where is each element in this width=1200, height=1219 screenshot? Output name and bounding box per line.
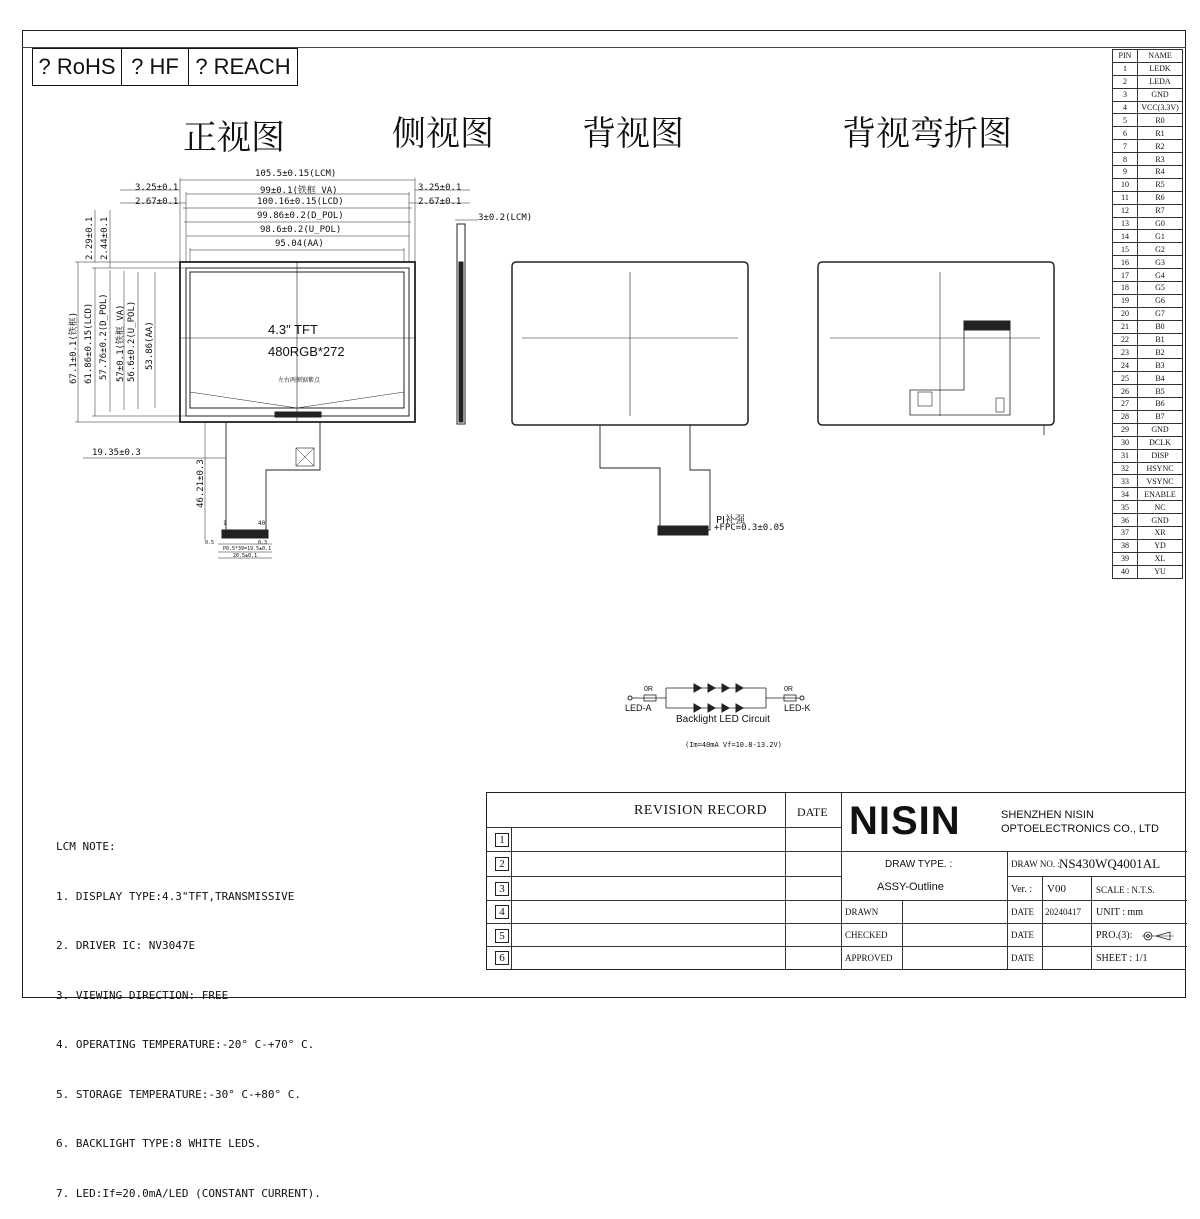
pin-row [1113, 114, 1183, 127]
pin-number: 30 [1113, 436, 1138, 449]
pin-name: B4 [1138, 372, 1183, 385]
pin-header: PIN [1113, 50, 1138, 63]
pin-row [1113, 269, 1183, 282]
title-block [486, 792, 1186, 970]
pin-name: LEDK [1138, 62, 1183, 75]
dim-lcm-width: 105.5±0.15(LCM) [255, 169, 337, 179]
pin-name: G5 [1138, 282, 1183, 295]
circuit-title: Backlight LED Circuit [676, 714, 770, 725]
rev-mark-1: 1 [495, 833, 509, 847]
date-header: DATE [797, 805, 828, 819]
dim-left-267: 2.67±0.1 [135, 197, 179, 207]
pin-row [1113, 101, 1183, 114]
cert-rohs: ? RoHS [32, 48, 122, 86]
fpc-dim-03: 0.3 [258, 540, 268, 546]
pin-row [1113, 346, 1183, 359]
pin-name: GND [1138, 88, 1183, 101]
pin-name: G3 [1138, 256, 1183, 269]
dim-top-229: 2.29±0.1 [85, 216, 95, 260]
pin-number: 8 [1113, 153, 1138, 166]
pin-row [1113, 204, 1183, 217]
checked-label: CHECKED [845, 930, 888, 940]
pin-row [1113, 320, 1183, 333]
pin-name: VCC(3.3V) [1138, 101, 1183, 114]
pin-number: 7 [1113, 140, 1138, 153]
pin-number: 26 [1113, 385, 1138, 398]
pin-number: 27 [1113, 398, 1138, 411]
side-view-title: 侧视图 [392, 114, 494, 154]
pin-name: GND [1138, 423, 1183, 436]
pin-row [1113, 282, 1183, 295]
company-logo: NISIN [849, 799, 961, 843]
pin-row [1113, 75, 1183, 88]
pin-number: 39 [1113, 552, 1138, 565]
lcm-notes [56, 806, 321, 1219]
rev-mark-2: 2 [495, 857, 509, 871]
pin-name: B1 [1138, 333, 1183, 346]
lcm-outline [180, 262, 415, 422]
pin-row [1113, 385, 1183, 398]
note-item: 4. OPERATING TEMPERATURE:-20° C-+70° C. [56, 1038, 315, 1051]
date-value-1: 20240417 [1045, 907, 1081, 917]
dim-thickness: 3±0.2(LCM) [478, 213, 533, 223]
circuit-spec: (Im=40mA Vf=10.8-13.2V) [685, 741, 782, 749]
pin-number: 16 [1113, 256, 1138, 269]
front-view-title: 正视图 [183, 118, 285, 158]
pin-table [1112, 49, 1183, 579]
pin-row [1113, 127, 1183, 140]
sheet-label: SHEET : 1/1 [1096, 953, 1148, 964]
pin-row [1113, 359, 1183, 372]
draw-type-value: ASSY-Outline [877, 881, 944, 893]
dim-h-aa: 53.86(AA) [145, 321, 155, 370]
dim-left-325: 3.25±0.1 [135, 183, 179, 193]
pin-number: 38 [1113, 539, 1138, 552]
draw-no-label: DRAW NO. : [1011, 859, 1060, 869]
pin-name: G6 [1138, 294, 1183, 307]
dim-right-267: 2.67±0.1 [418, 197, 462, 207]
pin-number: 10 [1113, 178, 1138, 191]
pin-row [1113, 294, 1183, 307]
pin-row [1113, 307, 1183, 320]
pin-number: 14 [1113, 230, 1138, 243]
screen-note: 左右两侧锯紫点 [278, 377, 321, 384]
pin-number: 29 [1113, 423, 1138, 436]
led-a-label: LED-A [625, 703, 652, 713]
fpc-thickness-label: +FPC=0.3±0.05 [714, 523, 785, 533]
pin-name: G2 [1138, 243, 1183, 256]
pin-number: 22 [1113, 333, 1138, 346]
pin-row [1113, 449, 1183, 462]
dim-h-dpol: 57.76±0.2(D_POL) [99, 293, 109, 380]
dim-top-244: 2.44±0.1 [100, 216, 110, 260]
pin-name: B0 [1138, 320, 1183, 333]
pin-name: G1 [1138, 230, 1183, 243]
pin-number: 6 [1113, 127, 1138, 140]
unit-label: UNIT : mm [1096, 907, 1144, 918]
pin-row [1113, 166, 1183, 179]
pin-name: G7 [1138, 307, 1183, 320]
resistor-2-label: 0R [784, 686, 793, 693]
pin-row [1113, 398, 1183, 411]
company-name-2: OPTOELECTRONICS CO., LTD [1001, 823, 1159, 835]
pin-row [1113, 462, 1183, 475]
scale-label: SCALE : N.T.S. [1096, 885, 1155, 895]
rev-mark-6: 6 [495, 951, 509, 965]
pin-number: 18 [1113, 282, 1138, 295]
pin-number: 32 [1113, 462, 1138, 475]
pi-stiffener-label: PI补强 [716, 515, 745, 526]
drawn-label: DRAWN [845, 907, 879, 917]
pin-name: HSYNC [1138, 462, 1183, 475]
pin-number: 4 [1113, 101, 1138, 114]
rev-mark-3: 3 [495, 882, 509, 896]
cert-hf: ? HF [121, 48, 189, 86]
dim-fpc-length: 46.21±0.3 [196, 459, 206, 508]
pin-name: LEDA [1138, 75, 1183, 88]
pin-name: R4 [1138, 166, 1183, 179]
fpc-pin-40: 40 [258, 520, 266, 527]
pin-number: 23 [1113, 346, 1138, 359]
pin-name: XL [1138, 552, 1183, 565]
pin-number: 13 [1113, 217, 1138, 230]
rev-mark-4: 4 [495, 905, 509, 919]
pin-name: B3 [1138, 359, 1183, 372]
pin-name: B6 [1138, 398, 1183, 411]
pin-name: B2 [1138, 346, 1183, 359]
note-item: 5. STORAGE TEMPERATURE:-30° C-+80° C. [56, 1087, 302, 1101]
pin-row [1113, 552, 1183, 565]
screen-size-label: 4.3" TFT [268, 322, 318, 337]
note-item: 2. DRIVER IC: NV3047E [56, 939, 196, 952]
dim-right-325: 3.25±0.1 [418, 183, 462, 193]
pin-name: R2 [1138, 140, 1183, 153]
draw-type-label: DRAW TYPE. : [885, 859, 953, 870]
company-name-1: SHENZHEN NISIN [1001, 809, 1094, 821]
notes-title: LCM NOTE: [56, 840, 116, 853]
pin-number: 34 [1113, 488, 1138, 501]
pin-row [1113, 191, 1183, 204]
pin-number: 9 [1113, 166, 1138, 179]
pin-row [1113, 539, 1183, 552]
pin-row [1113, 436, 1183, 449]
pin-row [1113, 178, 1183, 191]
pin-number: 20 [1113, 307, 1138, 320]
pin-name: B7 [1138, 410, 1183, 423]
pin-name: VSYNC [1138, 475, 1183, 488]
pin-row [1113, 140, 1183, 153]
pin-row [1113, 410, 1183, 423]
pin-name: B5 [1138, 385, 1183, 398]
screen-resolution-label: 480RGB*272 [268, 344, 345, 359]
pin-number: 2 [1113, 75, 1138, 88]
pin-name: G0 [1138, 217, 1183, 230]
ver-label: Ver. : [1011, 884, 1033, 895]
pin-number: 15 [1113, 243, 1138, 256]
pin-name: DCLK [1138, 436, 1183, 449]
pin-name: DISP [1138, 449, 1183, 462]
pin-name: R3 [1138, 153, 1183, 166]
pin-number: 19 [1113, 294, 1138, 307]
pin-row [1113, 372, 1183, 385]
dim-h-lcd: 61.86±0.15(LCD) [84, 302, 94, 384]
pin-number: 1 [1113, 62, 1138, 75]
pin-number: 40 [1113, 565, 1138, 578]
pin-row [1113, 88, 1183, 101]
dim-upol-width: 98.6±0.2(U_POL) [260, 225, 342, 235]
pin-number: 28 [1113, 410, 1138, 423]
pin-number: 31 [1113, 449, 1138, 462]
pin-row [1113, 243, 1183, 256]
note-item: 3. VIEWING DIRECTION: FREE [56, 988, 229, 1002]
pin-number: 36 [1113, 514, 1138, 527]
pin-name: GND [1138, 514, 1183, 527]
pin-row [1113, 565, 1183, 578]
dim-h-upol: 56.6±0.2(U_POL) [127, 300, 137, 382]
dim-lcd-width: 100.16±0.15(LCD) [257, 197, 344, 207]
led-k-label: LED-K [784, 703, 811, 713]
pin-row [1113, 153, 1183, 166]
ver-value: V00 [1047, 883, 1066, 895]
pin-name: R7 [1138, 204, 1183, 217]
pin-number: 3 [1113, 88, 1138, 101]
pin-number: 37 [1113, 526, 1138, 539]
pin-row [1113, 62, 1183, 75]
pin-number: 24 [1113, 359, 1138, 372]
approved-label: APPROVED [845, 953, 893, 963]
note-item: 1. DISPLAY TYPE:4.3"TFT,TRANSMISSIVE [56, 889, 295, 903]
fpc-pitch: P0.5*39=19.5±0.1 [223, 546, 272, 552]
dim-dpol-width: 99.86±0.2(D_POL) [257, 211, 344, 221]
pin-number: 25 [1113, 372, 1138, 385]
pin-row [1113, 256, 1183, 269]
pin-name: R6 [1138, 191, 1183, 204]
dim-va-width: 99±0.1(铁框 VA) [260, 186, 338, 196]
date-label-3: DATE [1011, 953, 1034, 963]
pin-name: G4 [1138, 269, 1183, 282]
rev-mark-5: 5 [495, 929, 509, 943]
fpc-pin-1: 1 [223, 520, 227, 527]
pin-row [1113, 475, 1183, 488]
projection-symbol-icon [1142, 929, 1176, 943]
pin-name: R0 [1138, 114, 1183, 127]
date-label-2: DATE [1011, 930, 1034, 940]
pin-number: 11 [1113, 191, 1138, 204]
pin-row [1113, 514, 1183, 527]
pin-number: 35 [1113, 501, 1138, 514]
dim-h-iron: 67.1±0.1(铁框) [69, 311, 79, 384]
pin-name: R1 [1138, 127, 1183, 140]
pin-name: YU [1138, 565, 1183, 578]
pin-name: YD [1138, 539, 1183, 552]
pin-name: R5 [1138, 178, 1183, 191]
pin-row [1113, 501, 1183, 514]
projection-label: PRO.(3): [1096, 930, 1133, 941]
pin-row [1113, 488, 1183, 501]
revision-record-header: REVISION RECORD [634, 803, 768, 818]
pin-number: 12 [1113, 204, 1138, 217]
pin-table-header [1113, 50, 1183, 63]
pin-name: NC [1138, 501, 1183, 514]
pin-row [1113, 526, 1183, 539]
back-view-title: 背视图 [582, 114, 684, 154]
lcd-outline [186, 268, 409, 416]
pin-row [1113, 423, 1183, 436]
date-label-1: DATE [1011, 907, 1034, 917]
name-header: NAME [1138, 50, 1183, 63]
back-bent-view-title: 背视弯折图 [842, 114, 1012, 154]
fpc-dim-05: 0.5 [205, 540, 215, 546]
pin-number: 5 [1113, 114, 1138, 127]
note-item: 6. BACKLIGHT TYPE:8 WHITE LEDS. [56, 1137, 262, 1150]
dim-h-va: 57±0.1(铁框 VA) [116, 304, 126, 382]
note-item: 7. LED:If=20.0mA/LED (CONSTANT CURRENT). [56, 1186, 321, 1200]
resistor-1-label: 0R [644, 686, 653, 693]
pin-row [1113, 333, 1183, 346]
pin-number: 17 [1113, 269, 1138, 282]
draw-no-value: NS430WQ4001AL [1059, 856, 1161, 871]
dim-aa-width: 95.04(AA) [275, 239, 324, 249]
pin-number: 33 [1113, 475, 1138, 488]
pin-row [1113, 217, 1183, 230]
fpc-total: 20.5±0.1 [233, 553, 258, 559]
pin-row [1113, 230, 1183, 243]
pin-name: XR [1138, 526, 1183, 539]
pin-number: 21 [1113, 320, 1138, 333]
pin-name: ENABLE [1138, 488, 1183, 501]
dim-fpc-offset: 19.35±0.3 [92, 448, 141, 458]
cert-reach: ? REACH [188, 48, 298, 86]
